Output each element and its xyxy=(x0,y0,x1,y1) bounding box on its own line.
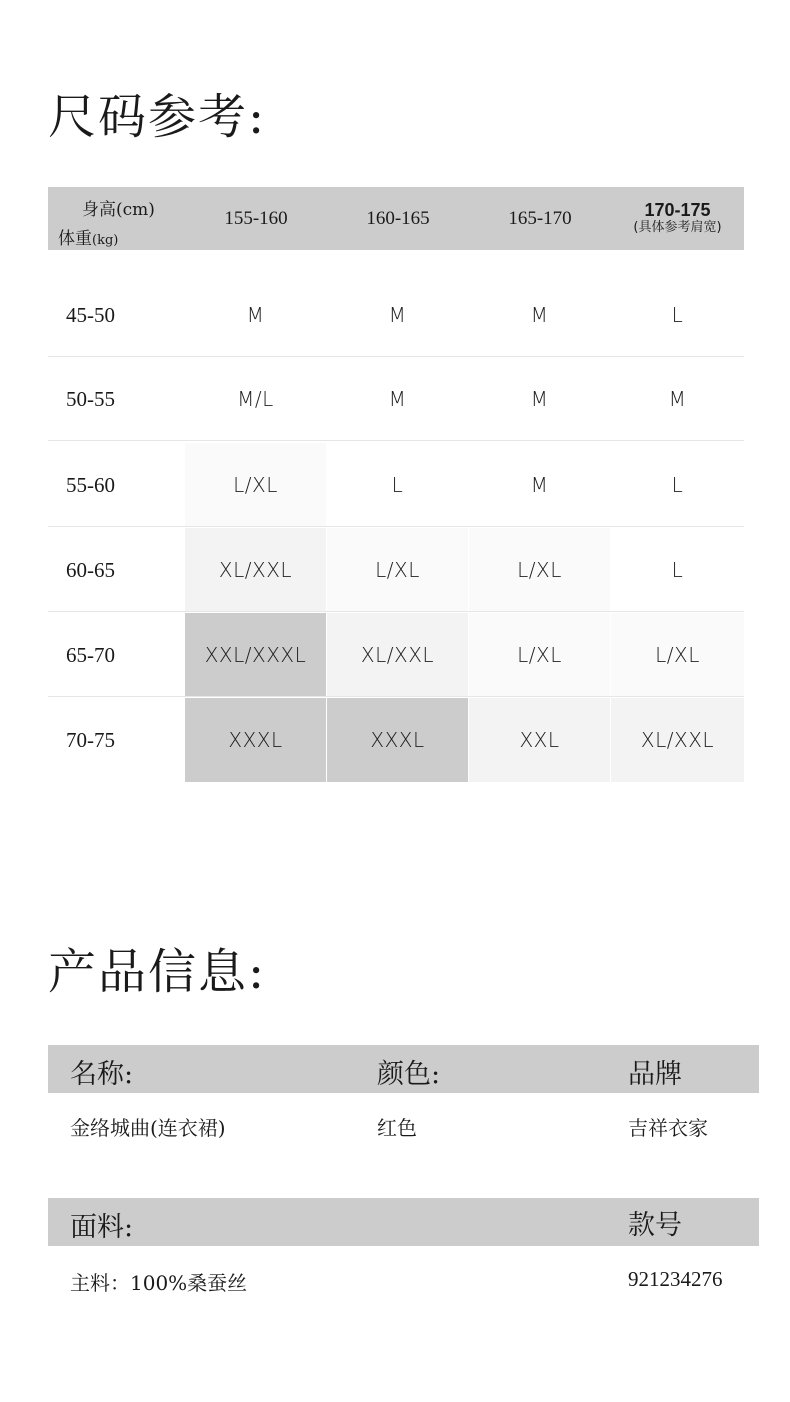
corner-weight-text: 体重 xyxy=(58,229,92,249)
weight-label: 45-50 xyxy=(66,302,115,327)
fabric-value: 主料：100%桑蚕丝 xyxy=(70,1271,248,1295)
weight-label: 50-55 xyxy=(66,386,115,411)
weight-label: 60-65 xyxy=(66,557,115,582)
size-row xyxy=(48,273,744,357)
size-cell: L xyxy=(611,443,744,527)
size-cell: XL/XXL xyxy=(327,613,468,697)
size-cell: XL/XXL xyxy=(611,698,744,782)
row-divider xyxy=(48,696,744,697)
brand-label: 品牌 xyxy=(628,1059,682,1090)
size-cell: XXXL xyxy=(185,698,326,782)
size-row xyxy=(48,528,744,612)
header-height-155-160: 155-160 xyxy=(224,207,288,229)
name-label: 名称: xyxy=(70,1059,134,1090)
size-cell: M/L xyxy=(185,357,326,441)
size-cell: L xyxy=(611,528,744,612)
size-cell: M xyxy=(469,273,610,357)
size-cell: M xyxy=(611,357,744,441)
header-height-note: (具体参考肩宽) xyxy=(633,220,722,236)
header-height-170-175 xyxy=(611,187,744,250)
fabric-label: 面料: xyxy=(70,1212,134,1243)
size-cell: XXXL xyxy=(327,698,468,782)
size-row xyxy=(48,357,744,441)
brand-value: 吉祥衣家 xyxy=(628,1116,708,1140)
header-corner xyxy=(48,187,185,250)
weight-label: 55-60 xyxy=(66,472,115,497)
size-cell: M xyxy=(469,443,610,527)
product-section-title: 产品信息: xyxy=(48,944,267,1000)
size-row xyxy=(48,443,744,527)
size-row xyxy=(48,698,744,782)
size-cell: L/XL xyxy=(611,613,744,697)
color-value: 红色 xyxy=(377,1116,417,1140)
size-cell: L/XL xyxy=(185,443,326,527)
color-label: 颜色: xyxy=(377,1059,441,1090)
size-section-title: 尺码参考: xyxy=(48,89,267,145)
size-cell: L xyxy=(611,273,744,357)
size-cell: L/XL xyxy=(469,528,610,612)
corner-weight-label xyxy=(58,224,118,249)
size-row xyxy=(48,613,744,697)
weight-label: 70-75 xyxy=(66,727,115,752)
size-cell: L xyxy=(327,443,468,527)
header-height-160-165: 160-165 xyxy=(366,207,430,229)
row-divider xyxy=(48,440,744,441)
style-number-label: 款号 xyxy=(628,1210,682,1241)
corner-weight-unit: (kg) xyxy=(92,233,119,248)
header-height-165-170: 165-170 xyxy=(508,207,572,229)
header-height-170-175-value: 170-175 xyxy=(644,200,711,221)
row-divider xyxy=(48,611,744,612)
size-cell: XXL xyxy=(469,698,610,782)
corner-height-label: 身高(cm) xyxy=(82,200,155,220)
size-cell: M xyxy=(327,273,468,357)
size-cell: L/XL xyxy=(327,528,468,612)
weight-label: 65-70 xyxy=(66,642,115,667)
size-cell: M xyxy=(185,273,326,357)
style-number-value: 921234276 xyxy=(628,1267,723,1291)
size-cell: M xyxy=(327,357,468,441)
name-value: 金络城曲(连衣裙) xyxy=(70,1116,226,1140)
size-cell: XXL/XXXL xyxy=(185,613,326,697)
size-cell: M xyxy=(469,357,610,441)
size-cell: XL/XXL xyxy=(185,528,326,612)
row-divider xyxy=(48,526,744,527)
size-table-header xyxy=(48,187,744,250)
size-cell: L/XL xyxy=(469,613,610,697)
